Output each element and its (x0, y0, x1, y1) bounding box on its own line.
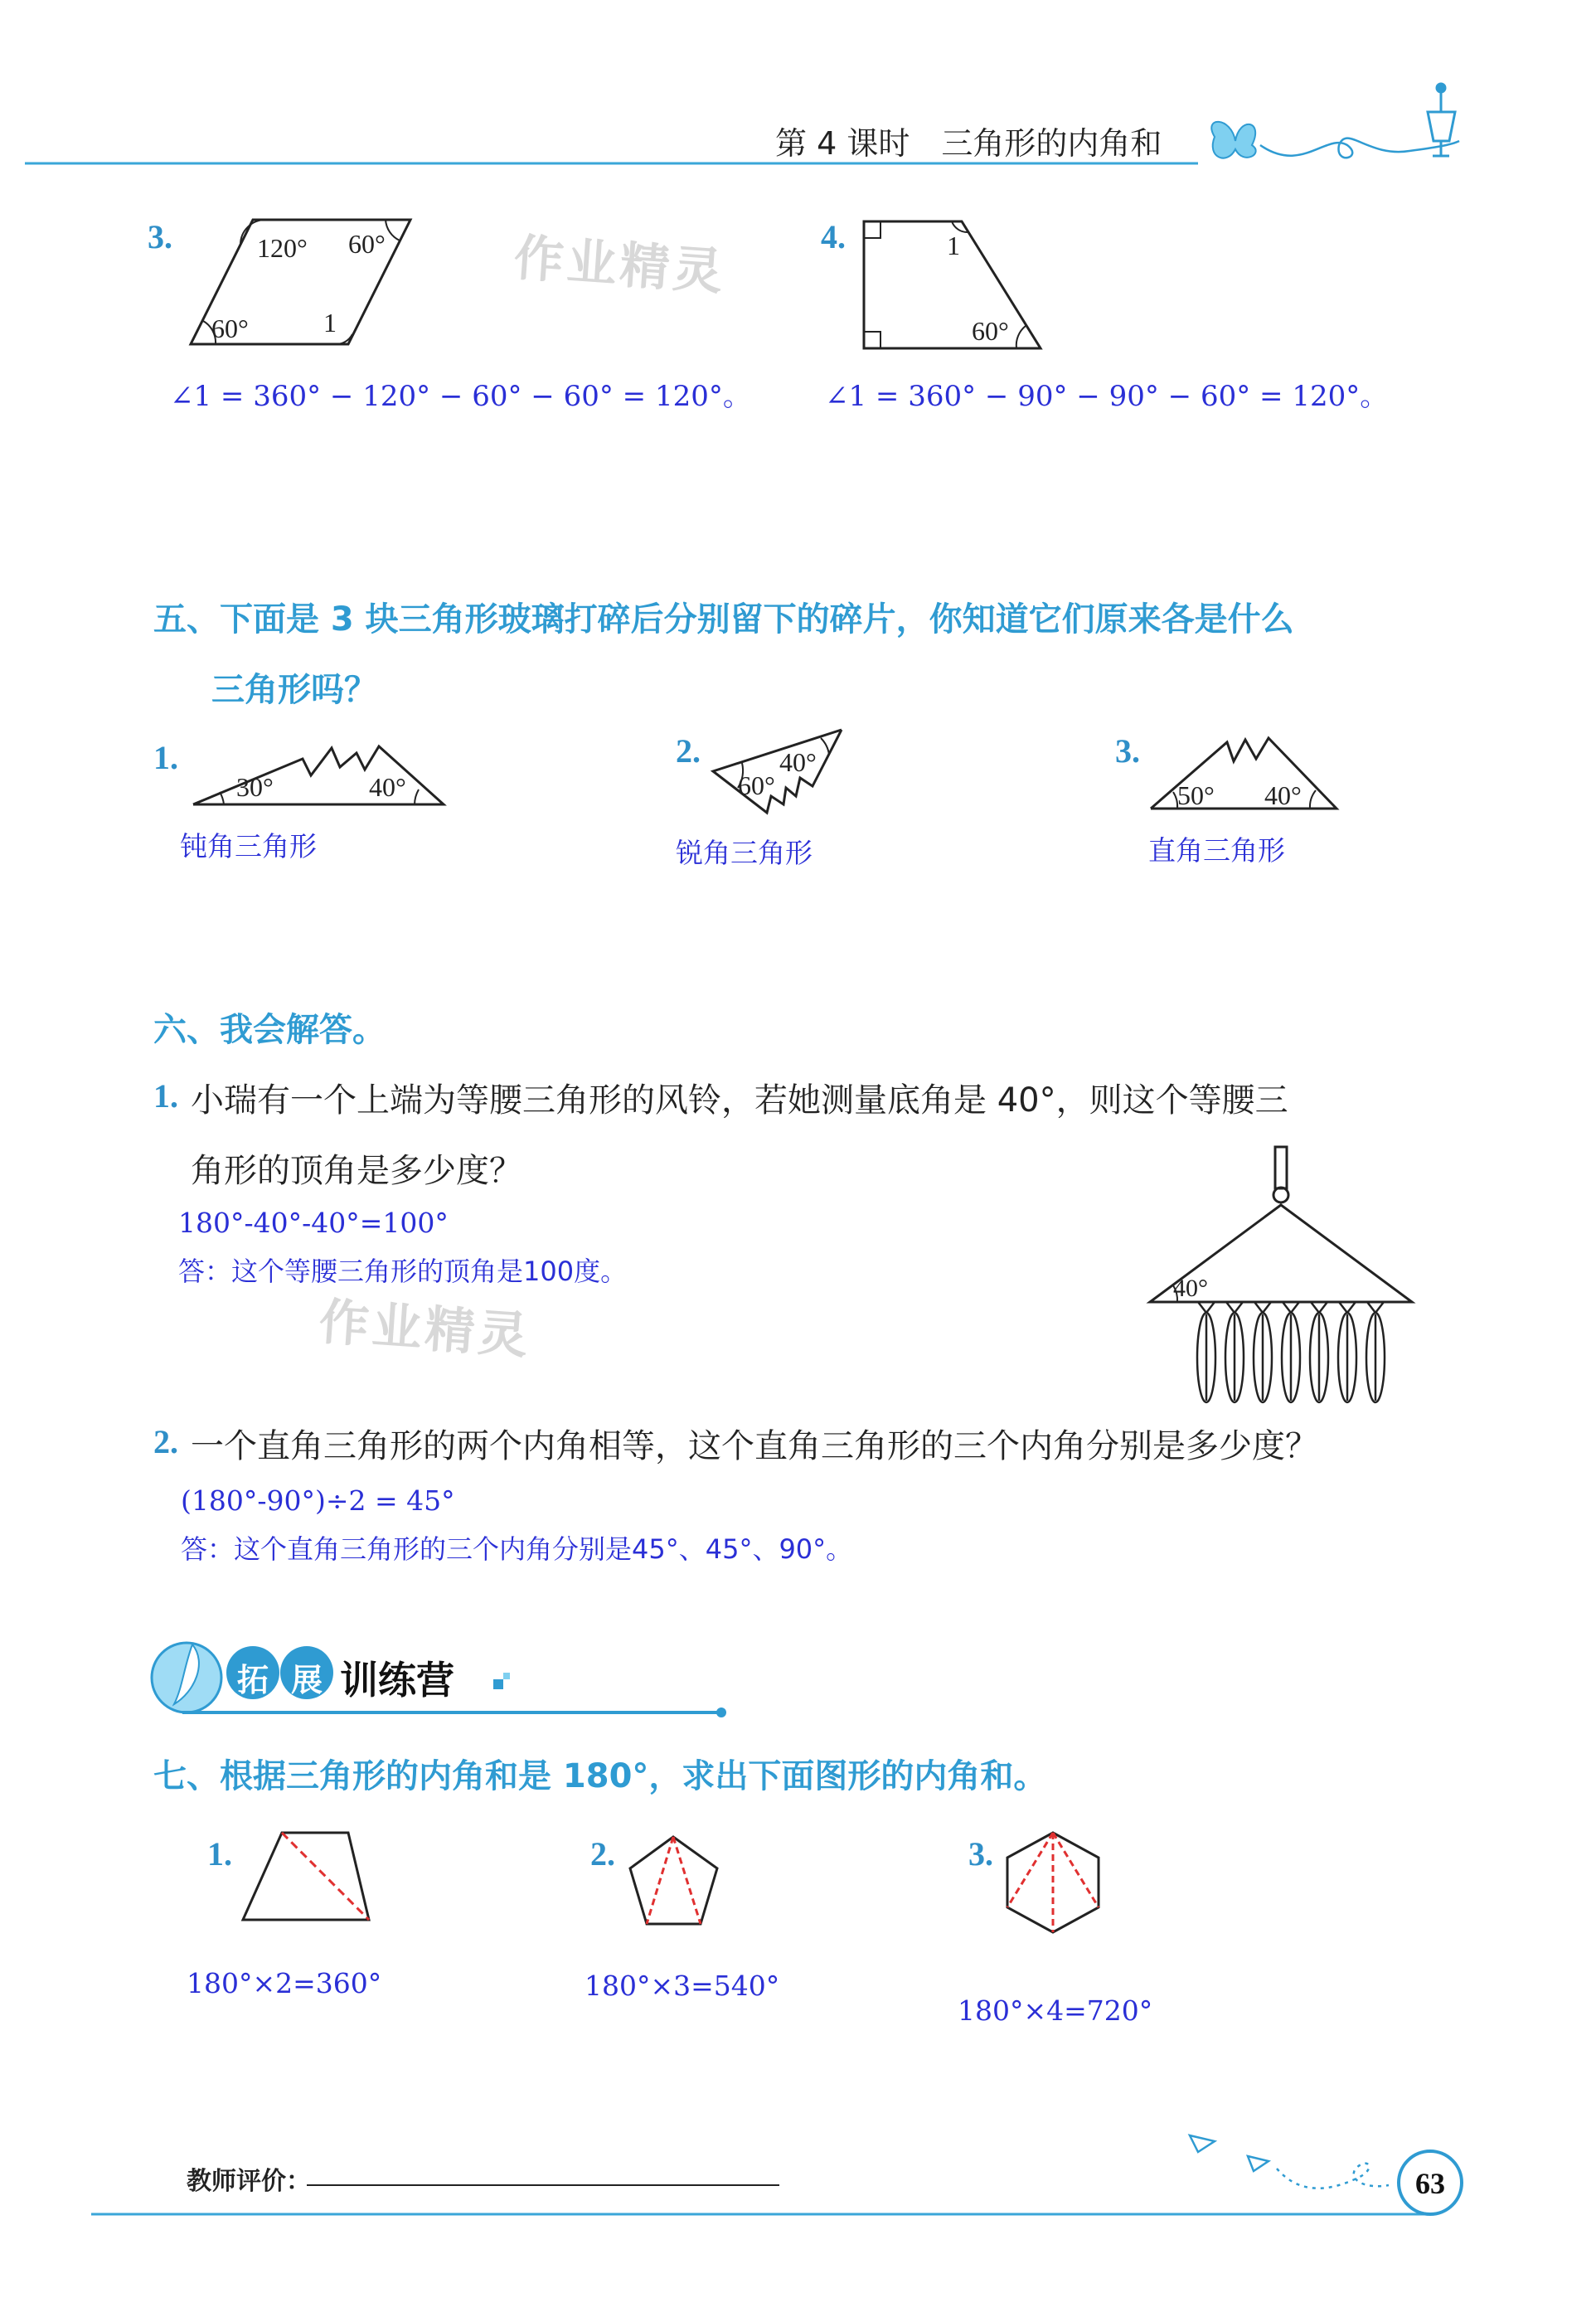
answer-text: 钝角三角形 (180, 830, 317, 862)
angle-label: 40° (369, 772, 406, 802)
angle-label: 40° (779, 747, 817, 777)
banner-label: 训练营 (340, 1658, 454, 1703)
question-number: 1. (153, 739, 178, 776)
answer-calculation: 180°-40°-40°=100° (178, 1207, 449, 1239)
watermark: 作业精灵 (512, 229, 728, 302)
angle-label: 60° (738, 770, 775, 800)
glass-fragment-figure (705, 721, 850, 825)
question-number: 1. (153, 1077, 178, 1115)
answer-statement: 答：这个等腰三角形的顶角是100度。 (178, 1256, 628, 1287)
angle-label: 1 (323, 308, 337, 338)
bird-icon (1190, 2135, 1269, 2171)
section-title: 五、下面是 3 块三角形玻璃打碎后分别留下的碎片，你知道它们原来各是什么 (153, 600, 1294, 639)
wind-chime-figure (1140, 1140, 1430, 1414)
question-number: 3. (968, 1835, 993, 1873)
question-number: 3. (1115, 732, 1140, 770)
trapezoid-figure (854, 211, 1053, 352)
angle-label: 40° (1173, 1275, 1208, 1302)
pentagon-split-figure (622, 1829, 725, 1932)
section-title-continued: 三角形吗？ (211, 671, 377, 709)
trapezoid-split-figure (236, 1824, 381, 1928)
badge-char: 展 (290, 1662, 323, 1698)
question-number: 1. (207, 1835, 232, 1873)
parallelogram-figure (182, 211, 423, 352)
badge-char: 拓 (236, 1662, 269, 1698)
glass-fragment-figure (187, 730, 452, 813)
angle-label: 120° (257, 233, 308, 263)
answer-calculation: 180°×2=360° (187, 1967, 382, 1999)
answer-statement: 答：这个直角三角形的三个内角分别是45°、45°、90°。 (181, 1533, 853, 1565)
question-number: 2. (676, 732, 701, 770)
angle-label: 60° (211, 313, 249, 343)
angle-label: 30° (236, 772, 274, 802)
answer-text: ∠1 = 360° − 120° − 60° − 60° = 120°。 (170, 380, 751, 413)
question-number: 2. (590, 1835, 615, 1873)
answer-text: ∠1 = 360° − 90° − 90° − 60° = 120°。 (825, 380, 1389, 413)
question-number: 3. (148, 218, 172, 255)
answer-text: 直角三角形 (1148, 834, 1285, 867)
angle-label: 1 (947, 231, 960, 260)
footer-decoration (0, 2106, 1596, 2239)
page-number: 63 (1415, 2167, 1445, 2200)
hexagon-split-figure (999, 1826, 1107, 1938)
question-text: 一个直角三角形的两个内角相等，这个直角三角形的三个内角分别是多少度？ (191, 1427, 1318, 1465)
watermark: 作业精灵 (317, 1293, 533, 1366)
lesson-title: 第 4 课时 三角形的内角和 (775, 125, 1162, 162)
question-text: 小瑞有一个上端为等腰三角形的风铃，若她测量底角是 40°，则这个等腰三 (191, 1081, 1288, 1120)
angle-label: 50° (1177, 780, 1215, 810)
lamp-icon (1428, 84, 1455, 156)
butterfly-icon (1211, 122, 1255, 158)
angle-label: 60° (972, 316, 1009, 346)
section-title: 六、我会解答。 (153, 1011, 386, 1049)
answer-calculation: 180°×4=720° (958, 1994, 1153, 2027)
teacher-evaluation-label: 教师评价： (187, 2167, 311, 2196)
answer-text: 锐角三角形 (676, 837, 813, 869)
swirl-line (1260, 138, 1459, 158)
question-number: 4. (821, 218, 846, 255)
glass-fragment-figure (1144, 721, 1343, 817)
answer-calculation: (180°-90°)÷2 = 45° (181, 1484, 455, 1517)
dotted-trail (1277, 2164, 1389, 2188)
question-text-continued: 角形的顶角是多少度？ (191, 1152, 522, 1190)
section-title: 七、根据三角形的内角和是 180°，求出下面图形的内角和。 (153, 1757, 1047, 1795)
answer-calculation: 180°×3=540° (585, 1970, 780, 2002)
question-number: 2. (153, 1423, 178, 1460)
angle-label: 60° (348, 229, 386, 259)
header-decoration (0, 0, 1596, 216)
angle-label: 40° (1264, 780, 1302, 810)
